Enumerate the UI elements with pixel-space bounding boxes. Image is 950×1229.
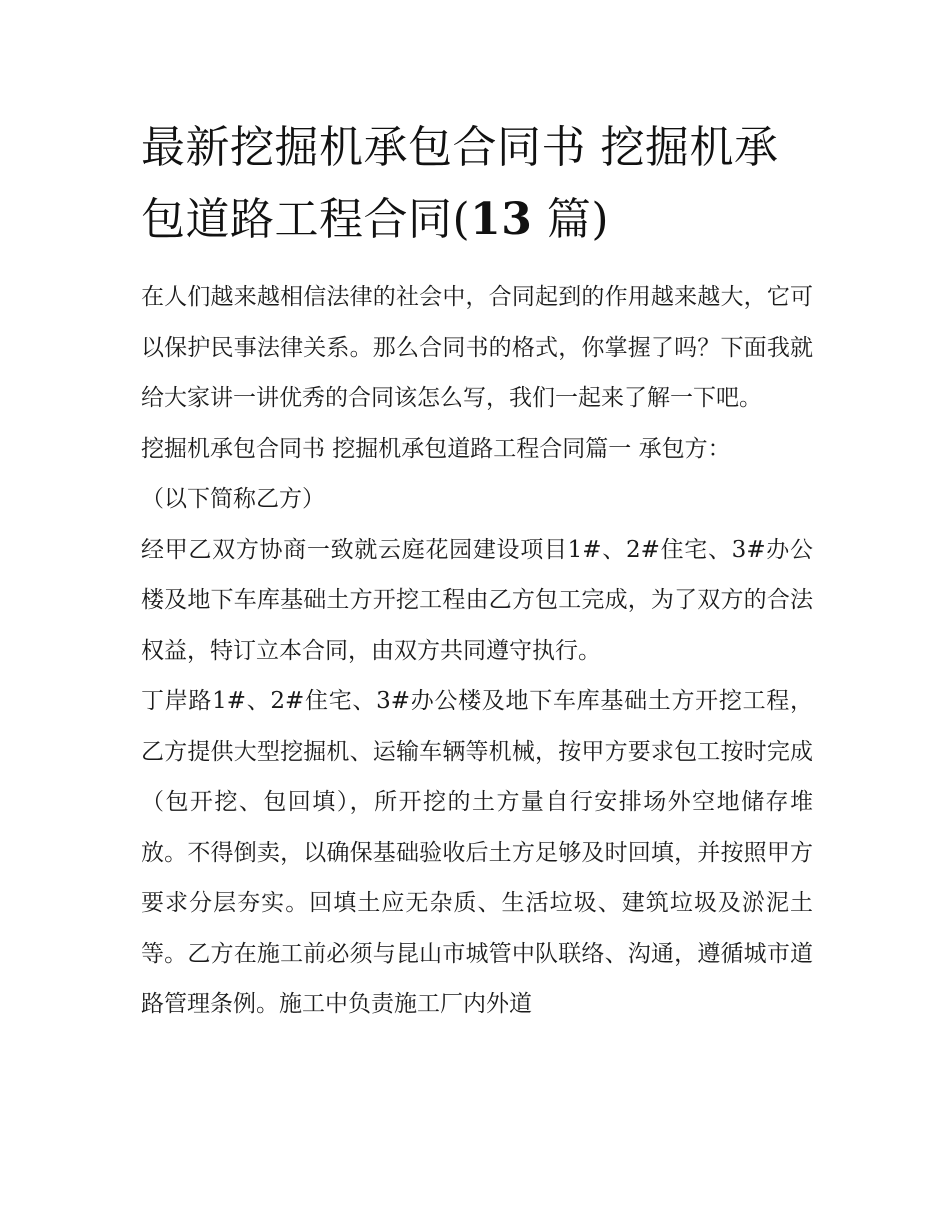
title-main: 最新挖掘机承包合同书 挖掘机承包道路工程合同(: [141, 122, 779, 245]
paragraph-agreement: 经甲乙双方协商一致就云庭花园建设项目1#、2#住宅、3#办公楼及地下车库基础土方开挖工程由乙方包工完成，为了双方的合法权益，特订立本合同，由双方共同遵守执行。: [141, 536, 813, 664]
paragraph-section-heading: 挖掘机承包合同书 挖掘机承包道路工程合同篇一 承包方：: [141, 435, 731, 462]
paragraph-scope: 丁岸路1#、2#住宅、3#办公楼及地下车库基础土方开挖工程，乙方提供大型挖掘机、运输车辆等机械，按甲方要求包工按时完成（包开挖、包回填），所开挖的土方量自行安排场外空地储存堆放。不得倒卖，以确保基础验收后土方足够及时回填，并按照甲方要求分层夯实。回填土应无杂质、生活垃圾、建筑垃圾及淤泥土等。乙方在施工前必须与昆山市城管中队联络、沟通，遵循城市道路管理条例。施工中负责施工厂内外道: [141, 688, 813, 1017]
paragraph-intro: 在人们越来越相信法律的社会中，合同起到的作用越来越大，它可以保护民事法律关系。那么合同书的格式，你掌握了吗？下面我就给大家讲一讲优秀的合同该怎么写，我们一起来了解一下吧。: [141, 284, 813, 411]
title-tail: 篇): [532, 194, 610, 245]
document-title: [141, 112, 813, 256]
document-body: [141, 272, 813, 1030]
paragraph-party-note: （以下简称乙方）: [141, 486, 325, 512]
title-count: 13: [470, 194, 533, 245]
document-page: [141, 112, 813, 1030]
